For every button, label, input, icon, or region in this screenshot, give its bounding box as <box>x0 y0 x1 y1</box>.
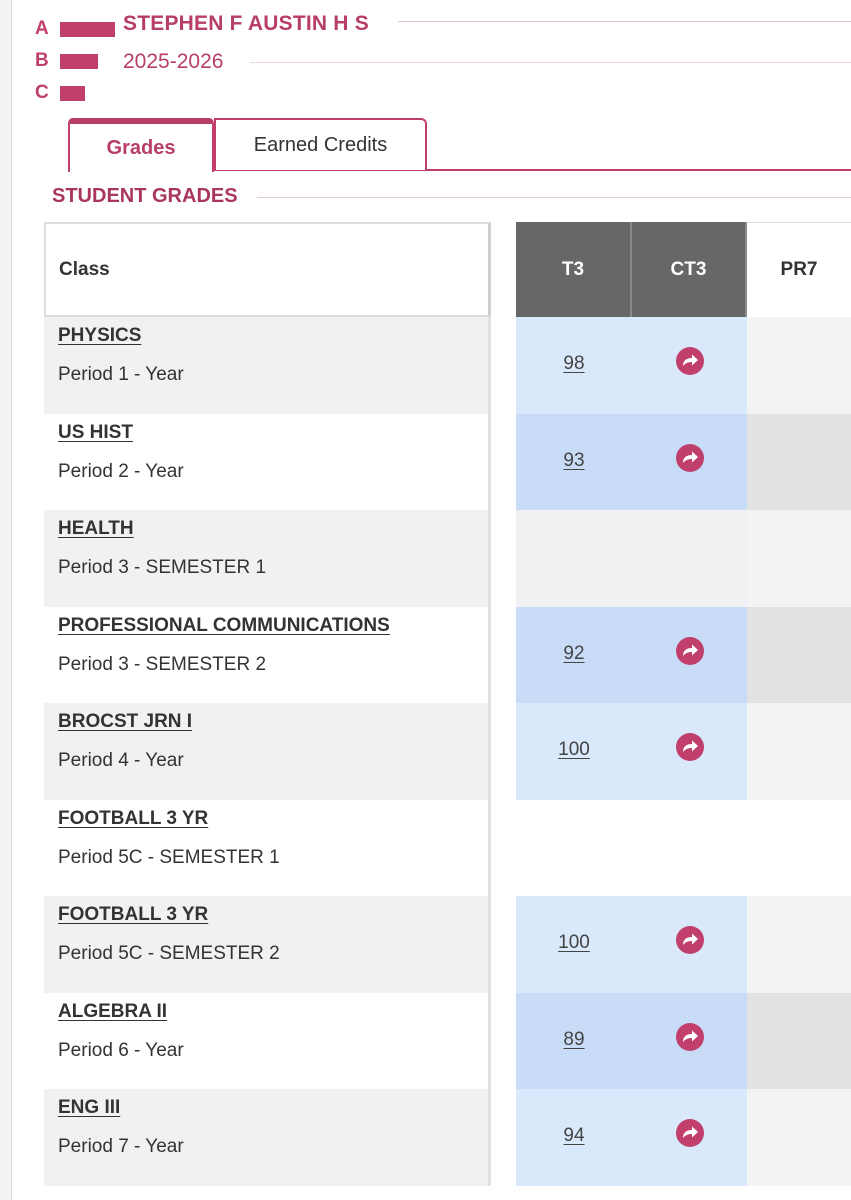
legend-bar-a <box>60 22 115 37</box>
tab-earned-credits[interactable]: Earned Credits <box>214 118 427 170</box>
class-cell <box>44 703 491 800</box>
course-name-link[interactable]: ALGEBRA II <box>58 1000 168 1022</box>
forward-arrow-icon[interactable] <box>676 444 704 472</box>
column-header-t3[interactable]: T3 <box>516 222 632 317</box>
table-header-row <box>44 222 851 317</box>
course-name-link[interactable]: HEALTH <box>58 518 134 539</box>
t3-cell <box>516 607 747 704</box>
grades-table <box>44 222 851 1186</box>
course-period: Period 3 - SEMESTER 2 <box>58 653 267 675</box>
school-name: STEPHEN F AUSTIN H S <box>123 12 369 35</box>
t3-cell <box>516 993 747 1090</box>
table-row <box>44 317 851 414</box>
forward-arrow-icon[interactable] <box>676 1119 704 1147</box>
course-period: Period 1 - Year <box>58 364 184 385</box>
header-divider-secondary <box>250 62 851 63</box>
left-edge-strip <box>0 0 12 1200</box>
column-header-class[interactable]: Class <box>44 222 491 317</box>
t3-cell <box>516 317 747 414</box>
forward-arrow-icon[interactable] <box>676 347 704 375</box>
section-title: STUDENT GRADES <box>52 185 238 207</box>
course-period: Period 2 - Year <box>58 460 184 482</box>
course-period: Period 5C - SEMESTER 2 <box>58 943 280 964</box>
t3-grade-link[interactable]: 93 <box>563 449 585 471</box>
forward-arrow-icon[interactable] <box>676 733 704 761</box>
table-body <box>44 317 851 1186</box>
table-row <box>44 993 851 1090</box>
section-divider <box>257 197 851 198</box>
table-row <box>44 896 851 993</box>
course-period: Period 3 - SEMESTER 1 <box>58 557 267 578</box>
legend-bar-c <box>60 86 85 101</box>
table-row <box>44 414 851 511</box>
class-cell <box>44 993 491 1090</box>
course-period: Period 4 - Year <box>58 750 184 771</box>
course-period: Period 6 - Year <box>58 1039 184 1061</box>
course-name-link[interactable]: FOOTBALL 3 YR <box>58 904 209 925</box>
course-name-link[interactable]: PROFESSIONAL COMMUNICATIONS <box>58 614 390 636</box>
pr7-cell <box>747 607 851 704</box>
pr7-cell <box>747 317 851 414</box>
pr7-cell <box>747 414 851 511</box>
class-cell <box>44 896 491 993</box>
table-row <box>44 607 851 704</box>
t3-grade-link[interactable]: 98 <box>563 353 585 374</box>
class-cell <box>44 317 491 414</box>
t3-cell <box>516 703 747 800</box>
table-row <box>44 510 851 607</box>
course-name-link[interactable]: US HIST <box>58 421 133 443</box>
class-cell <box>44 510 491 607</box>
pr7-cell <box>747 993 851 1090</box>
pr7-cell <box>747 1089 851 1186</box>
pr7-cell <box>747 800 851 897</box>
class-cell <box>44 800 491 897</box>
legend-item-a <box>35 18 115 40</box>
forward-arrow-icon[interactable] <box>676 926 704 954</box>
legend-item-c <box>35 82 85 104</box>
legend-bar-b <box>60 54 98 69</box>
column-header-ct3[interactable]: CT3 <box>632 222 747 317</box>
course-name-link[interactable]: ENG III <box>58 1097 121 1118</box>
school-year: 2025-2026 <box>123 50 224 73</box>
table-row <box>44 703 851 800</box>
pr7-cell <box>747 896 851 993</box>
legend-item-b <box>35 50 98 72</box>
course-name-link[interactable]: FOOTBALL 3 YR <box>58 807 209 829</box>
t3-cell <box>516 414 747 511</box>
forward-arrow-icon[interactable] <box>676 637 704 665</box>
t3-grade-link[interactable]: 89 <box>563 1028 585 1050</box>
course-name-link[interactable]: BROCST JRN I <box>58 711 193 732</box>
tab-grades[interactable]: Grades <box>68 118 214 172</box>
t3-cell <box>516 896 747 993</box>
table-row <box>44 800 851 897</box>
forward-arrow-icon[interactable] <box>676 1023 704 1051</box>
t3-cell <box>516 1089 747 1186</box>
course-period: Period 5C - SEMESTER 1 <box>58 846 280 868</box>
table-row <box>44 1089 851 1186</box>
t3-cell <box>516 800 747 897</box>
class-cell <box>44 414 491 511</box>
course-name-link[interactable]: PHYSICS <box>58 325 142 346</box>
header-divider <box>398 21 851 22</box>
t3-grade-link[interactable]: 100 <box>558 739 590 760</box>
class-cell <box>44 607 491 704</box>
pr7-cell <box>747 703 851 800</box>
t3-grade-link[interactable]: 100 <box>558 932 590 953</box>
pr7-cell <box>747 510 851 607</box>
legend-letter: C <box>35 82 49 103</box>
t3-grade-link[interactable]: 92 <box>563 642 585 664</box>
legend-letter: B <box>35 50 49 71</box>
t3-cell <box>516 510 747 607</box>
legend-letter: A <box>35 18 49 39</box>
class-cell <box>44 1089 491 1186</box>
column-header-pr7[interactable]: PR7 <box>747 222 851 317</box>
course-period: Period 7 - Year <box>58 1136 184 1157</box>
t3-grade-link[interactable]: 94 <box>563 1125 585 1146</box>
